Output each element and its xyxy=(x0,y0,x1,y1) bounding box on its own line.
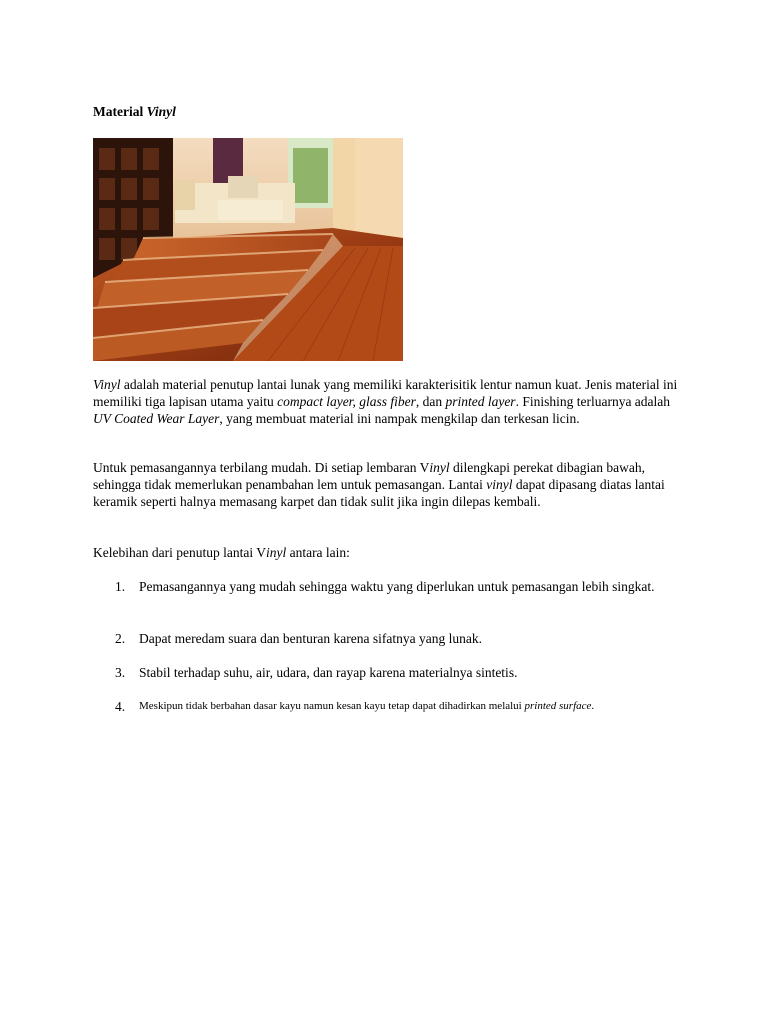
list-number: 4. xyxy=(115,699,126,714)
list-text: Meskipun tidak berbahan dasar kayu namun kesan kayu tetap dapat dihadirkan melalui printed surface. xyxy=(139,700,595,712)
list-number: 1. xyxy=(115,579,126,594)
list-text: Pemasangannya yang mudah sehingga waktu yang diperlukan untuk pemasangan lebih singkat. xyxy=(139,579,655,594)
list-number: 3. xyxy=(115,665,126,680)
paragraph-description: Vinyl adalah material penutup lantai lunak yang memiliki karakterisitik lentur namun kuat. Jenis material ini memiliki tiga lapisan utama yaitu compact layer, glass fiber, dan printed layer. Finishing terluarnya adalah UV Coated Wear Layer, yang membuat material ini nampak mengkilap dan terkesan licin. xyxy=(93,377,678,426)
list-number: 2. xyxy=(115,631,126,646)
paragraph-installation: Untuk pemasangannya terbilang mudah. Di setiap lembaran Vinyl dilengkapi perekat dibagian bawah, sehingga tidak memerlukan penambahan lem untuk pemasangan. Lantai vinyl dapat dipasang diatas lantai keramik seperti halnya memasang karpet dan tidak sulit jika ingin dilepas kembali. xyxy=(93,460,665,509)
section-title: Material Vinyl xyxy=(93,104,176,119)
list-text: Dapat meredam suara dan benturan karena sifatnya yang lunak. xyxy=(139,631,482,646)
list-text: Stabil terhadap suhu, air, udara, dan rayap karena materialnya sintetis. xyxy=(139,665,518,680)
paragraph-advantages-intro: Kelebihan dari penutup lantai Vinyl antara lain: xyxy=(93,545,350,560)
living-room-wooden-floor-photo xyxy=(93,138,403,361)
